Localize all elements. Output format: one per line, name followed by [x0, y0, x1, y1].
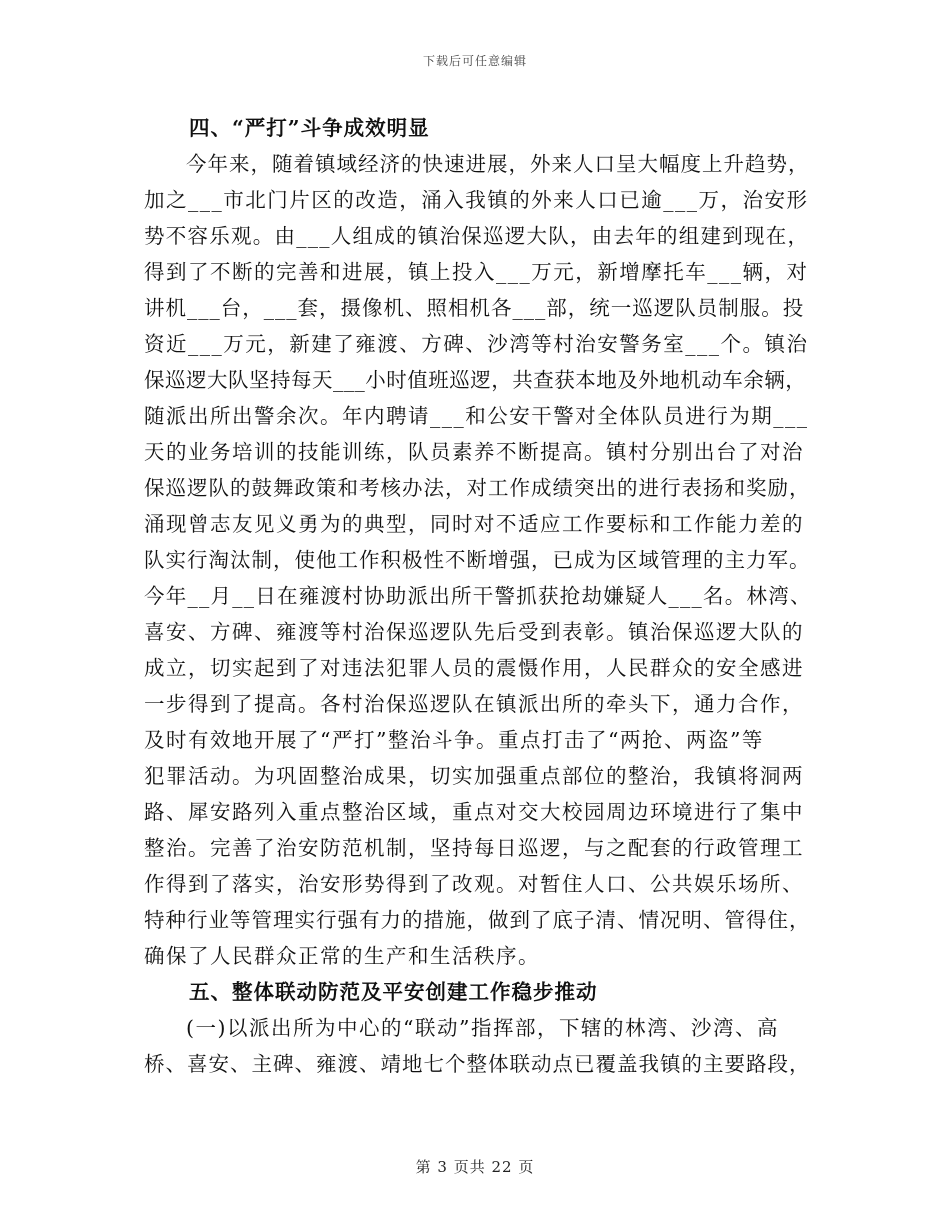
paragraph-line: 成立，切实起到了对违法犯罪人员的震慑作用，人民群众的安全感进 — [144, 656, 804, 680]
paragraph-line: 整治。完善了治安防范机制，坚持每日巡逻，与之配套的行政管理工 — [144, 836, 804, 860]
paragraph-line: 随派出所出警余次。年内聘请___和公安干警对全体队员进行为期___ — [144, 404, 809, 428]
section-heading-5: 五、整体联动防范及平安创建工作稳步推动 — [189, 980, 598, 1004]
paragraph-line: 路、犀安路列入重点整治区域，重点对交大校园周边环境进行了集中 — [144, 800, 804, 824]
paragraph-line: 确保了人民群众正常的生产和生活秩序。 — [144, 944, 540, 968]
paragraph-line: (一)以派出所为中心的“联动”指挥部，下辖的林湾、沙湾、高 — [186, 1016, 779, 1040]
paragraph-line: 今年来，随着镇域经济的快速进展，外来人口呈大幅度上升趋势， — [186, 152, 810, 176]
section-heading-4: 四、“严打”斗争成效明显 — [189, 116, 430, 140]
paragraph-line: 得到了不断的完善和进展，镇上投入___万元，新增摩托车___辆，对 — [144, 260, 809, 284]
paragraph-line: 资近___万元，新建了雍渡、方碑、沙湾等村治安警务室___个。镇治 — [144, 332, 809, 356]
page-number-footer: 第 3 页共 22 页 — [415, 1158, 535, 1176]
paragraph-line: 天的业务培训的技能训练，队员素养不断提高。镇村分别出台了对治 — [144, 440, 804, 464]
paragraph-line: 一步得到了提高。各村治保巡逻队在镇派出所的牵头下，通力合作， — [144, 692, 804, 716]
paragraph-line: 保巡逻队的鼓舞政策和考核办法，对工作成绩突出的进行表扬和奖励， — [144, 476, 811, 500]
paragraph-line: 保巡逻大队坚持每天___小时值班巡逻，共查获本地及外地机动车余辆， — [144, 368, 807, 392]
paragraph-line: 势不容乐观。由___人组成的镇治保巡逻大队，由去年的组建到现在， — [144, 224, 810, 248]
paragraph-line: 队实行淘汰制，使他工作积极性不断增强，已成为区域管理的主力军。 — [144, 548, 811, 572]
paragraph-line: 今年__月__日在雍渡村协助派出所干警抓获抢劫嫌疑人___名。林湾、 — [144, 584, 812, 608]
paragraph-line: 犯罪活动。为巩固整治成果，切实加强重点部位的整治，我镇将洞两 — [144, 764, 804, 788]
paragraph-line: 涌现曾志友见义勇为的典型，同时对不适应工作要标和工作能力差的 — [144, 512, 804, 536]
paragraph-line: 桥、喜安、主碑、雍渡、靖地七个整体联动点已覆盖我镇的主要路段， — [144, 1052, 811, 1076]
paragraph-line: 加之___市北门片区的改造，涌入我镇的外来人口已逾___万，治安形 — [144, 188, 809, 212]
paragraph-line: 特种行业等管理实行强有力的措施，做到了底子清、情况明、管得住， — [144, 908, 811, 932]
paragraph-line: 及时有效地开展了“严打”整治斗争。重点打击了“两抢、两盗”等 — [144, 728, 764, 752]
document-body — [144, 110, 812, 1082]
paragraph-line: 喜安、方碑、雍渡等村治保巡逻队先后受到表彰。镇治保巡逻大队的 — [144, 620, 804, 644]
paragraph-line: 讲机___台，___套，摄像机、照相机各___部，统一巡逻队员制服。投 — [144, 296, 805, 320]
paragraph-line: 作得到了落实，治安形势得到了改观。对暂住人口、公共娱乐场所、 — [144, 872, 804, 896]
page-header: 下载后可任意编辑 — [422, 54, 527, 68]
